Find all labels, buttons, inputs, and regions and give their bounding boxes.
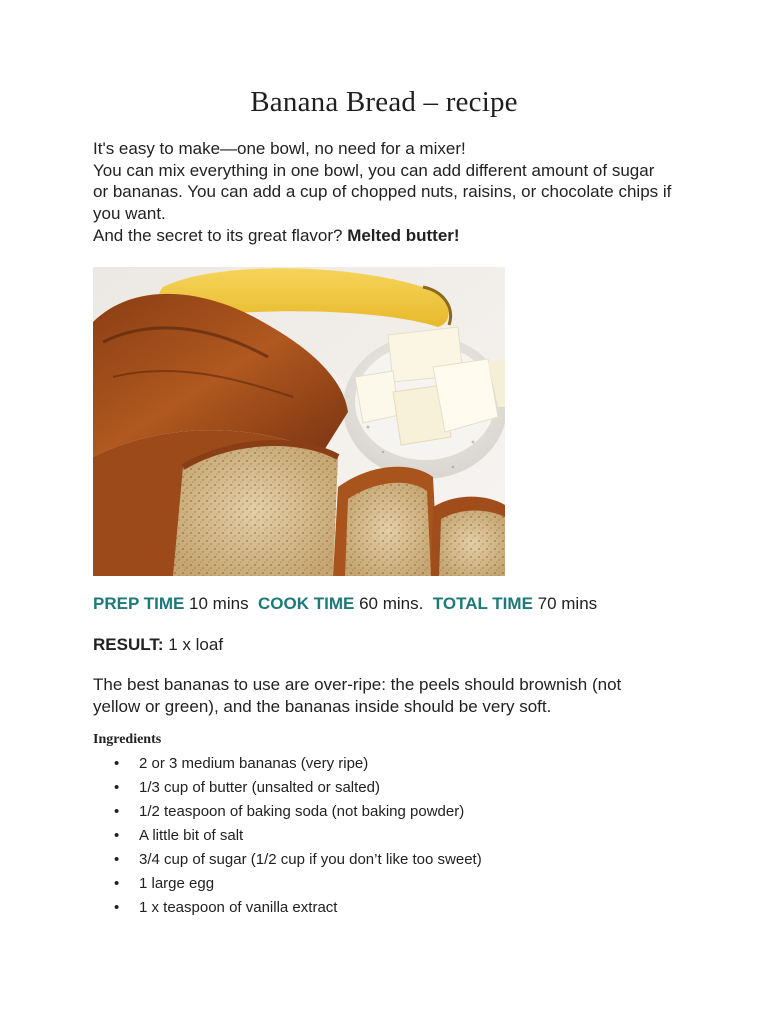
bullet-icon: • (114, 779, 120, 796)
list-item (93, 849, 482, 873)
intro-line-3-text: And the secret to its great flavor? (93, 225, 348, 245)
ingredient-text: 2 or 3 medium bananas (very ripe) (139, 755, 369, 772)
recipe-result (93, 635, 223, 655)
intro-line-3 (93, 225, 673, 247)
intro-line-3-bold: Melted butter! (347, 225, 460, 245)
list-item (93, 801, 482, 825)
list-item (93, 825, 482, 849)
ingredients-list (93, 753, 482, 921)
result-value: 1 x loaf (163, 635, 224, 654)
prep-time-value: 10 mins (184, 594, 259, 613)
ingredient-text: 1 x teaspoon of vanilla extract (139, 899, 338, 916)
bullet-icon: • (114, 875, 120, 892)
cook-time-value: 60 mins. (354, 594, 433, 613)
banana-bread-photo (93, 267, 505, 576)
bullet-icon: • (114, 803, 120, 820)
list-item (93, 753, 482, 777)
list-item (93, 897, 482, 921)
list-item (93, 873, 482, 897)
banana-note: The best bananas to use are over-ripe: the peels should brownish (not yellow or green), and the bananas inside should be very soft. (93, 675, 622, 716)
list-item (93, 777, 482, 801)
intro-line-1: It's easy to make—one bowl, no need for a mixer! (93, 139, 466, 158)
total-time-label: TOTAL TIME (432, 594, 533, 613)
recipe-times (93, 594, 597, 614)
total-time-value: 70 mins (532, 594, 598, 613)
ingredient-text: 1/2 teaspoon of baking soda (not baking powder) (139, 803, 465, 820)
ingredient-text: 1/3 cup of butter (unsalted or salted) (139, 779, 380, 796)
ingredient-text: 1 large egg (139, 875, 215, 892)
ingredients-heading: Ingredients (93, 732, 162, 747)
bullet-icon: • (114, 851, 120, 868)
ingredient-text: A little bit of salt (139, 827, 244, 844)
bullet-icon: • (114, 899, 120, 916)
ingredient-text: 3/4 cup of sugar (1/2 cup if you don’t like too sweet) (139, 851, 482, 868)
bullet-icon: • (114, 827, 120, 844)
result-label: RESULT: (93, 635, 164, 654)
intro-line-2: You can mix everything in one bowl, you can add different amount of sugar or bananas. You can add a cup of chopped nuts, raisins, or chocolate chips if you want. (93, 160, 672, 224)
prep-time-label: PREP TIME (93, 594, 185, 613)
intro-text (93, 138, 673, 247)
cook-time-label: COOK TIME (258, 594, 355, 613)
page-title: Banana Bread – recipe (250, 86, 518, 118)
bullet-icon: • (114, 755, 120, 772)
